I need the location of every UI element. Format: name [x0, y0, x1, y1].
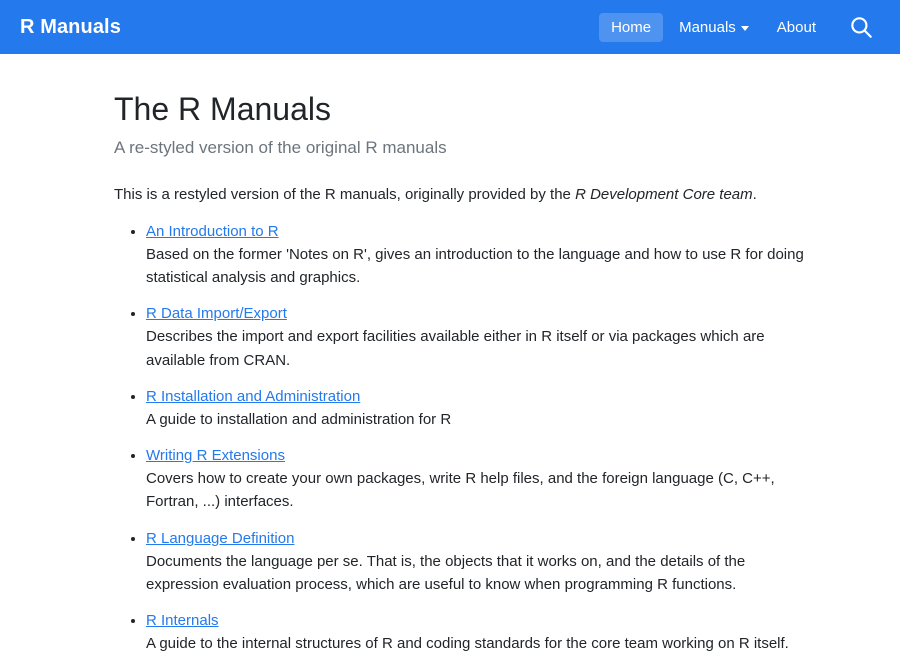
manual-description: Documents the language per se. That is, the objects that it works on, and the details of the expression evaluation process, which are useful to know when programming R functions.: [146, 552, 746, 593]
manual-list: [114, 223, 814, 656]
nav-link-about-label: About: [776, 18, 816, 36]
nav-link-home-label: Home: [611, 18, 652, 36]
list-item: [146, 305, 814, 372]
nav-link-manuals-label: Manuals: [679, 18, 736, 36]
manual-link-internals[interactable]: R Internals: [146, 612, 219, 630]
nav-link-manuals[interactable]: [667, 13, 761, 42]
manual-link-writing-extensions[interactable]: Writing R Extensions: [146, 447, 285, 465]
list-item: [146, 223, 814, 290]
intro-paragraph: [114, 184, 814, 207]
nav-links: [599, 13, 884, 42]
list-item: [146, 612, 814, 655]
nav-link-about[interactable]: [765, 13, 828, 42]
manual-description: Covers how to create your own packages, write R help files, and the foreign language (C, C++, Fortran, ...) interfaces.: [146, 470, 775, 511]
page-title: The R Manuals: [114, 91, 331, 127]
intro-text-before: This is a restyled version of the R manuals, originally provided by the: [114, 186, 576, 204]
intro-emphasis: R Development Core team: [575, 186, 753, 204]
main-content: [0, 54, 900, 655]
list-item: [146, 447, 814, 514]
manual-description: Based on the former 'Notes on R', gives an introduction to the language and how to use R for doing statistical analysis and graphics.: [146, 245, 804, 287]
intro-text-after: .: [752, 186, 757, 204]
list-item: [146, 388, 814, 431]
brand-title[interactable]: R Manuals: [20, 15, 121, 38]
manual-link-introduction[interactable]: An Introduction to R: [146, 222, 279, 240]
manual-description: A guide to the internal structures of R and coding standards for the core team working on R itself.: [146, 635, 789, 653]
manual-link-data-import-export[interactable]: R Data Import/Export: [146, 305, 287, 323]
manual-description: A guide to installation and administration for R: [146, 410, 452, 428]
manual-link-language-definition[interactable]: R Language Definition: [146, 529, 295, 547]
nav-link-home[interactable]: [599, 13, 663, 42]
chevron-down-icon: [741, 26, 749, 31]
search-icon: [848, 14, 874, 40]
page-subtitle: A re-styled version of the original R manuals: [114, 138, 447, 158]
top-navbar: [0, 0, 900, 54]
manual-description: Describes the import and export facilities available either in R itself or via packages which are available from CRAN.: [146, 328, 765, 369]
manual-link-installation-administration[interactable]: R Installation and Administration: [146, 387, 361, 405]
list-item: [146, 530, 814, 597]
search-button[interactable]: [848, 14, 874, 40]
